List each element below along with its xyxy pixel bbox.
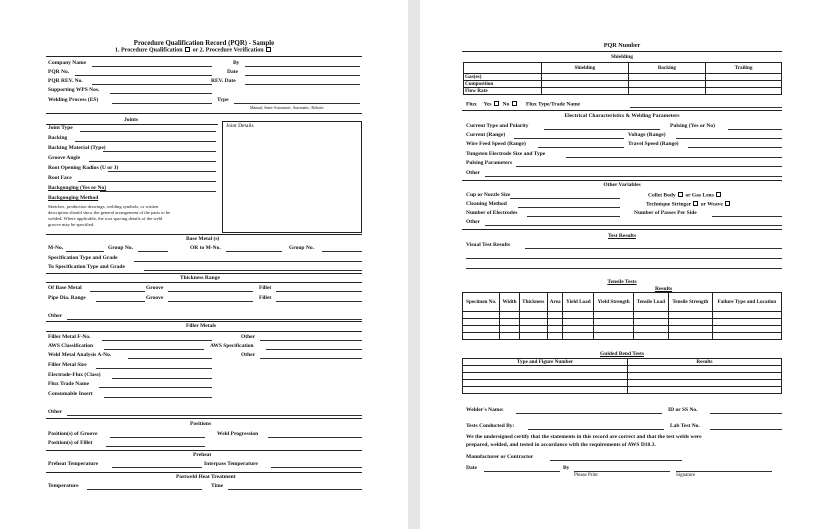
spec-type-grade-field[interactable] bbox=[134, 261, 362, 262]
bend-body bbox=[463, 366, 782, 394]
other-field[interactable] bbox=[67, 319, 362, 320]
table-row bbox=[463, 333, 782, 340]
pipe-dia-range-label: Pipe Dia. Range bbox=[48, 295, 86, 301]
num-electrodes-field[interactable] bbox=[527, 216, 620, 217]
type-label: Type bbox=[217, 97, 229, 103]
filler-f-no-field[interactable] bbox=[102, 340, 212, 341]
table-cell[interactable] bbox=[712, 319, 781, 326]
group-no2-field[interactable] bbox=[322, 251, 362, 252]
num-passes-field[interactable] bbox=[712, 216, 782, 217]
by-label: By bbox=[233, 60, 240, 66]
weld-progression-label: Weld Progression bbox=[217, 431, 259, 437]
pqr-title: Procedure Qualification Record (PQR) - Sample bbox=[133, 40, 275, 47]
bend-col-type: Type and Figure Number bbox=[463, 359, 628, 366]
table-cell[interactable] bbox=[706, 81, 782, 88]
consumable-insert-label: Consumable Insert bbox=[48, 391, 93, 397]
table-cell[interactable] bbox=[594, 326, 634, 333]
electrode-flux-field[interactable] bbox=[112, 378, 212, 379]
other2-field[interactable] bbox=[260, 340, 362, 341]
joint-details-label: Joint Details bbox=[226, 123, 254, 129]
joint-item-label: Backgouging (Yes or No) bbox=[48, 185, 107, 191]
by-field[interactable] bbox=[245, 66, 360, 67]
electrode-flux-label: Electrode-Flux (Class) bbox=[48, 372, 101, 378]
table-cell[interactable] bbox=[542, 88, 629, 95]
wire-feed-field[interactable] bbox=[538, 147, 624, 148]
table-cell[interactable] bbox=[668, 312, 712, 319]
table-cell[interactable] bbox=[563, 326, 594, 333]
shielding-heading: Shielding bbox=[610, 54, 633, 60]
table-cell[interactable] bbox=[463, 373, 628, 380]
other2-label: Other bbox=[241, 334, 256, 340]
fillet2-field[interactable] bbox=[276, 301, 362, 302]
flux-trade-field[interactable] bbox=[99, 387, 212, 388]
table-cell[interactable] bbox=[706, 74, 782, 81]
pulsing-params-field[interactable] bbox=[516, 166, 782, 167]
m-no-label: M-No. bbox=[48, 245, 64, 251]
tensile-col-tensile-load: Tensile Load bbox=[633, 293, 668, 312]
company-name-label: Company Name bbox=[48, 60, 87, 66]
joint-item-label: Backing bbox=[48, 135, 68, 141]
groove-label: Groove bbox=[146, 285, 164, 291]
please-print-caption: Please Print bbox=[574, 473, 598, 478]
or-to-m-no-field[interactable] bbox=[226, 251, 282, 252]
divider bbox=[46, 273, 362, 274]
joint-item-field[interactable] bbox=[108, 171, 216, 172]
thickness-range-heading: Thickness Range bbox=[180, 275, 220, 281]
visual-results-line[interactable] bbox=[466, 258, 782, 259]
id-ss-label: ID or SS No. bbox=[668, 407, 698, 413]
table-cell[interactable] bbox=[542, 74, 629, 81]
filler-metals-heading: Filler Metals bbox=[186, 323, 216, 329]
table-cell[interactable] bbox=[712, 333, 781, 340]
pos-fillet-field[interactable] bbox=[106, 446, 205, 447]
aws-spec-field[interactable] bbox=[266, 349, 362, 350]
other2-label: Other bbox=[466, 219, 481, 225]
date-label: Date bbox=[466, 465, 477, 471]
table-cell[interactable] bbox=[628, 81, 705, 88]
table-cell[interactable] bbox=[463, 319, 500, 326]
table-row bbox=[463, 373, 782, 380]
table-row bbox=[463, 380, 782, 387]
joints-heading: Joints bbox=[124, 117, 139, 123]
collet-body-checkbox[interactable] bbox=[678, 192, 683, 197]
by-label: By bbox=[563, 465, 570, 471]
test-results-heading: Test Results bbox=[607, 233, 637, 239]
shielding-table bbox=[463, 62, 782, 95]
divider bbox=[462, 229, 782, 230]
electrical-heading: Electrical Characteristics & Welding Parameters bbox=[564, 113, 680, 119]
tensile-col-yield-load: Yield Load bbox=[563, 293, 594, 312]
tensile-col-width: Width bbox=[500, 293, 519, 312]
interpass-temp-field[interactable] bbox=[271, 467, 362, 468]
pos-groove-label: Position(s) of Groove bbox=[48, 431, 98, 437]
table-cell[interactable] bbox=[519, 319, 547, 326]
spec-type-grade-label: Specification Type and Grade bbox=[48, 255, 118, 261]
manufacturer-label: Manufacturer or Contractor bbox=[466, 454, 534, 460]
wire-feed-label: Wire Feed Speed (Range) bbox=[466, 141, 526, 147]
tensile-col-specimen: Specimen No. bbox=[463, 293, 500, 312]
pulsing-field[interactable] bbox=[728, 129, 782, 130]
procedure-qualification-checkbox[interactable] bbox=[185, 47, 190, 52]
pos-groove-field[interactable] bbox=[110, 437, 205, 438]
divider bbox=[46, 450, 362, 451]
voltage-range-label: Voltage (Range) bbox=[628, 132, 666, 138]
joint-item-label: Groove Angle bbox=[48, 155, 81, 161]
table-cell[interactable] bbox=[563, 319, 594, 326]
table-cell[interactable] bbox=[633, 333, 668, 340]
certify-line-1: We the undersigned certify that the statements in this record are correct and that the test welds were bbox=[466, 434, 702, 440]
consumable-insert-field[interactable] bbox=[104, 397, 212, 398]
filler-f-no-label: Filler Metal F-No. bbox=[48, 334, 91, 340]
current-type-label: Current Type and Polarity bbox=[466, 123, 529, 129]
date-field[interactable] bbox=[245, 75, 360, 76]
table-cell[interactable] bbox=[463, 326, 500, 333]
table-cell[interactable] bbox=[500, 333, 519, 340]
weld-metal-a-no-field[interactable] bbox=[128, 358, 212, 359]
joint-item-label: Backgouging Method bbox=[48, 195, 99, 201]
flux-no-checkbox[interactable] bbox=[512, 101, 517, 106]
table-cell[interactable] bbox=[594, 319, 634, 326]
flux-type-field[interactable] bbox=[630, 107, 782, 108]
welders-name-field[interactable] bbox=[516, 413, 662, 414]
other3-field[interactable] bbox=[260, 358, 362, 359]
shield-col-backing: Backing bbox=[628, 63, 705, 74]
cup-nozzle-label: Cup or Nozzle Size bbox=[466, 192, 511, 198]
voltage-range-field[interactable] bbox=[676, 138, 782, 139]
tensile-col-yield-strength: Yield Strength bbox=[594, 293, 634, 312]
signature-caption: Signature bbox=[676, 473, 696, 478]
other2-field[interactable] bbox=[485, 225, 782, 226]
table-cell[interactable] bbox=[519, 326, 547, 333]
temperature-label: Temperature bbox=[48, 483, 79, 489]
table-cell[interactable] bbox=[628, 387, 782, 394]
table-cell[interactable] bbox=[463, 387, 628, 394]
flux-row: Flux Yes No Flux Type/Trade Name bbox=[466, 101, 581, 108]
shield-row-gases: Gas(es) bbox=[464, 74, 542, 81]
sketch-note-line: groove may be specified. bbox=[48, 222, 95, 227]
table-cell[interactable] bbox=[547, 312, 563, 319]
joint-item-field[interactable] bbox=[103, 151, 216, 152]
groove2-label: Groove bbox=[146, 295, 164, 301]
groove-field[interactable] bbox=[168, 291, 253, 292]
aws-class-label: AWS Classification bbox=[48, 343, 94, 349]
id-ss-field[interactable] bbox=[710, 413, 782, 414]
base-metal-heading: Base Metal (s) bbox=[186, 236, 220, 242]
welding-process-label: Welding Process (ES) bbox=[48, 97, 99, 103]
manufacturer-field[interactable] bbox=[550, 460, 682, 461]
current-range-label: Current (Range) bbox=[466, 132, 506, 138]
num-electrodes-label: Number of Electrodes bbox=[466, 210, 518, 216]
shield-col-shielding: Shielding bbox=[542, 63, 629, 74]
pwht-heading: Postweld Heat Treatment bbox=[176, 474, 236, 480]
table-cell[interactable] bbox=[500, 326, 519, 333]
procedure-verification-checkbox[interactable] bbox=[266, 47, 271, 52]
divider bbox=[46, 472, 362, 473]
technique-row: Technique Stringer or Weave bbox=[646, 201, 731, 209]
table-row bbox=[463, 326, 782, 333]
tensile-col-tensile-strength: Tensile Strength bbox=[668, 293, 712, 312]
other4-field[interactable] bbox=[67, 415, 362, 416]
of-base-metal-field[interactable] bbox=[90, 291, 145, 292]
table-cell[interactable] bbox=[712, 326, 781, 333]
visual-results-line[interactable] bbox=[466, 268, 782, 269]
other-label: Other bbox=[466, 170, 481, 176]
tensile-table bbox=[462, 292, 782, 340]
pqr-subtitle: 1. Procedure Qualification or 2. Procedure Verification bbox=[115, 47, 272, 55]
filler-size-label: Filler Metal Size bbox=[48, 362, 87, 368]
divider bbox=[46, 418, 362, 419]
pos-fillet-label: Position(s) of Fillet bbox=[48, 440, 93, 446]
divider bbox=[46, 282, 362, 283]
groove2-field[interactable] bbox=[168, 301, 253, 302]
table-cell[interactable] bbox=[668, 333, 712, 340]
table-cell[interactable] bbox=[463, 366, 628, 373]
sketch-note-line: welded. Where applicable, the root spacing details of the weld bbox=[48, 216, 163, 221]
table-cell[interactable] bbox=[594, 333, 634, 340]
bend-table bbox=[462, 358, 782, 394]
lab-test-no-field[interactable] bbox=[710, 429, 782, 430]
joint-item-field[interactable] bbox=[78, 181, 216, 182]
tensile-col-thickness: Thickness bbox=[519, 293, 547, 312]
stringer-checkbox[interactable] bbox=[693, 201, 698, 206]
tensile-tests-heading: Tensile Tests bbox=[607, 279, 637, 285]
time-field[interactable] bbox=[228, 489, 362, 490]
divider bbox=[462, 110, 782, 111]
pulsing-label: Pulsing (Yes or No) bbox=[670, 123, 715, 129]
temperature-field[interactable] bbox=[87, 489, 202, 490]
to-spec-type-grade-field[interactable] bbox=[144, 270, 362, 271]
cup-nozzle-field[interactable] bbox=[510, 198, 620, 199]
other-field[interactable] bbox=[485, 176, 782, 177]
company-name-field[interactable] bbox=[92, 66, 212, 67]
table-cell[interactable] bbox=[500, 312, 519, 319]
joint-details-box[interactable] bbox=[222, 121, 362, 233]
divider bbox=[46, 331, 362, 332]
joint-item-label: Root Opening Radius (U or J) bbox=[48, 165, 119, 171]
table-cell[interactable] bbox=[628, 366, 782, 373]
date-field[interactable] bbox=[484, 471, 560, 472]
shield-row-flow-rate: Flow Rate bbox=[464, 88, 542, 95]
page-1 bbox=[0, 0, 408, 529]
joint-item-label: Root Face bbox=[48, 175, 72, 181]
divider bbox=[462, 180, 782, 181]
pqr-no-field[interactable] bbox=[75, 75, 212, 76]
visual-results-label: Visual Test Results bbox=[466, 242, 511, 248]
other4-label: Other bbox=[48, 409, 63, 415]
weld-metal-a-no-label: Weld Metal Analysis A-No. bbox=[48, 352, 112, 358]
pqr-rev-label: PQR REV. No. bbox=[48, 78, 83, 84]
table-cell[interactable] bbox=[628, 88, 705, 95]
shield-col-0 bbox=[464, 63, 542, 74]
sketch-note-line: Sketches, production drawings, welding symbols, or written bbox=[48, 204, 159, 209]
date-label: Date bbox=[227, 69, 238, 75]
aws-spec-label: AWS Specification bbox=[210, 343, 254, 349]
table-cell[interactable] bbox=[628, 74, 705, 81]
table-cell[interactable] bbox=[547, 333, 563, 340]
tungsten-label: Tungsten Electrode Size and Type bbox=[466, 151, 546, 157]
table-cell[interactable] bbox=[668, 326, 712, 333]
joint-item-label: Backing Material (Type) bbox=[48, 145, 106, 151]
table-cell[interactable] bbox=[628, 373, 782, 380]
to-spec-type-grade-label: To Specification Type and Grade bbox=[48, 264, 125, 270]
weave-checkbox[interactable] bbox=[725, 201, 730, 206]
table-cell[interactable] bbox=[463, 380, 628, 387]
lab-test-no-label: Lab Test No. bbox=[670, 423, 700, 429]
of-base-metal-label: Of Base Metal bbox=[48, 285, 82, 291]
guided-bend-heading: Guided Bend Tests bbox=[599, 351, 645, 357]
cleaning-label: Cleaning Method bbox=[466, 201, 507, 207]
rev-date-field[interactable] bbox=[245, 84, 360, 85]
table-cell[interactable] bbox=[519, 333, 547, 340]
or-to-m-no-label: OR to M-No. bbox=[190, 245, 221, 251]
table-cell[interactable] bbox=[463, 333, 500, 340]
supporting-wps-field[interactable] bbox=[110, 93, 212, 94]
fillet2-label: Fillet bbox=[259, 295, 272, 301]
gas-lens-checkbox[interactable] bbox=[716, 192, 721, 197]
table-cell[interactable] bbox=[463, 312, 500, 319]
tensile-col-failure: Failure Type and Location bbox=[712, 293, 781, 312]
rev-date-label: REV. Date bbox=[211, 78, 236, 84]
table-cell[interactable] bbox=[706, 88, 782, 95]
cleaning-field[interactable] bbox=[518, 207, 620, 208]
positions-heading: Positions bbox=[190, 421, 212, 427]
tensile-col-area: Area bbox=[547, 293, 563, 312]
sketch-note-line: description should show the general arrangement of the parts to be bbox=[48, 210, 171, 215]
tests-conducted-field[interactable] bbox=[528, 429, 664, 430]
type-hint: Manual, Semi-Automatic, Automatic, Robotic bbox=[250, 105, 324, 110]
filler-size-field[interactable] bbox=[96, 368, 212, 369]
table-cell[interactable] bbox=[594, 312, 634, 319]
joint-item-field[interactable] bbox=[80, 131, 216, 132]
aws-class-field[interactable] bbox=[104, 349, 204, 350]
other-label: Other bbox=[48, 313, 63, 319]
tests-conducted-label: Tests Conducted By: bbox=[466, 423, 515, 429]
time-label: Time bbox=[211, 483, 224, 489]
supporting-wps-label: Supporting WPS Nos. bbox=[48, 87, 100, 93]
divider bbox=[462, 51, 782, 52]
travel-speed-label: Travel Speed (Range) bbox=[628, 141, 679, 147]
table-row bbox=[463, 366, 782, 373]
joint-item-label: Joint Type bbox=[48, 125, 73, 131]
table-cell[interactable] bbox=[547, 319, 563, 326]
pqr-rev-field[interactable] bbox=[92, 84, 212, 85]
table-cell[interactable] bbox=[542, 81, 629, 88]
table-cell[interactable] bbox=[500, 319, 519, 326]
travel-speed-field[interactable] bbox=[688, 147, 782, 148]
table-cell[interactable] bbox=[633, 312, 668, 319]
preheat-temp-field[interactable] bbox=[112, 467, 202, 468]
pulsing-params-label: Pulsing Parameters bbox=[466, 160, 512, 166]
weld-progression-field[interactable] bbox=[268, 437, 362, 438]
flux-yes-checkbox[interactable] bbox=[494, 101, 499, 106]
joint-item-field[interactable] bbox=[89, 161, 216, 162]
pqr-no-label: PQR No. bbox=[48, 69, 70, 75]
joint-item-field[interactable] bbox=[75, 141, 216, 142]
num-passes-label: Number of Passes Per Side bbox=[634, 210, 697, 216]
group-no-field[interactable] bbox=[138, 251, 168, 252]
pqr-number-label: PQR Number bbox=[603, 42, 641, 49]
bend-col-results: Results bbox=[628, 359, 782, 366]
shield-row-composition: Composition bbox=[464, 81, 542, 88]
table-cell[interactable] bbox=[633, 326, 668, 333]
current-range-field[interactable] bbox=[514, 138, 624, 139]
divider bbox=[46, 321, 362, 322]
other-variables-heading: Other Variables bbox=[603, 182, 641, 188]
certify-line-2: prepared, welded, and tested in accordance with the requirements of AWS D18.3. bbox=[466, 442, 656, 448]
fillet-label: Fillet bbox=[259, 285, 272, 291]
group-no-label: Group No. bbox=[108, 245, 133, 251]
tensile-body bbox=[463, 312, 782, 340]
interpass-temp-label: Interpass Temperature bbox=[204, 461, 258, 467]
table-cell[interactable] bbox=[547, 326, 563, 333]
table-cell[interactable] bbox=[628, 380, 782, 387]
preheat-heading: Preheat bbox=[193, 452, 212, 458]
flux-trade-label: Flux Trade Name bbox=[48, 381, 90, 387]
divider bbox=[46, 56, 362, 57]
fillet-field[interactable] bbox=[276, 291, 362, 292]
divider bbox=[46, 113, 362, 114]
table-cell[interactable] bbox=[668, 319, 712, 326]
other3-label: Other bbox=[241, 352, 256, 358]
table-cell[interactable] bbox=[563, 333, 594, 340]
table-cell[interactable] bbox=[563, 312, 594, 319]
joint-item-field[interactable] bbox=[100, 191, 216, 192]
table-cell[interactable] bbox=[712, 312, 781, 319]
welding-process-field[interactable] bbox=[112, 103, 212, 104]
table-row bbox=[463, 387, 782, 394]
visual-results-field[interactable] bbox=[525, 248, 782, 249]
collet-row: Collet Body or Gas Lens bbox=[648, 192, 722, 200]
table-row bbox=[463, 319, 782, 326]
tungsten-field[interactable] bbox=[566, 157, 782, 158]
pipe-dia-range-field[interactable] bbox=[96, 301, 145, 302]
m-no-field[interactable] bbox=[66, 251, 104, 252]
group-no2-label: Group No. bbox=[289, 245, 314, 251]
preheat-temp-label: Preheat Temperature bbox=[48, 461, 99, 467]
current-type-field[interactable] bbox=[544, 129, 660, 130]
page-2 bbox=[420, 0, 824, 529]
table-cell[interactable] bbox=[519, 312, 547, 319]
shield-col-trailing: Trailing bbox=[706, 63, 782, 74]
welders-name-label: Welder's Name: bbox=[466, 407, 504, 413]
table-row bbox=[463, 312, 782, 319]
table-cell[interactable] bbox=[633, 319, 668, 326]
divider bbox=[46, 234, 362, 235]
results-heading: Results bbox=[655, 286, 673, 292]
